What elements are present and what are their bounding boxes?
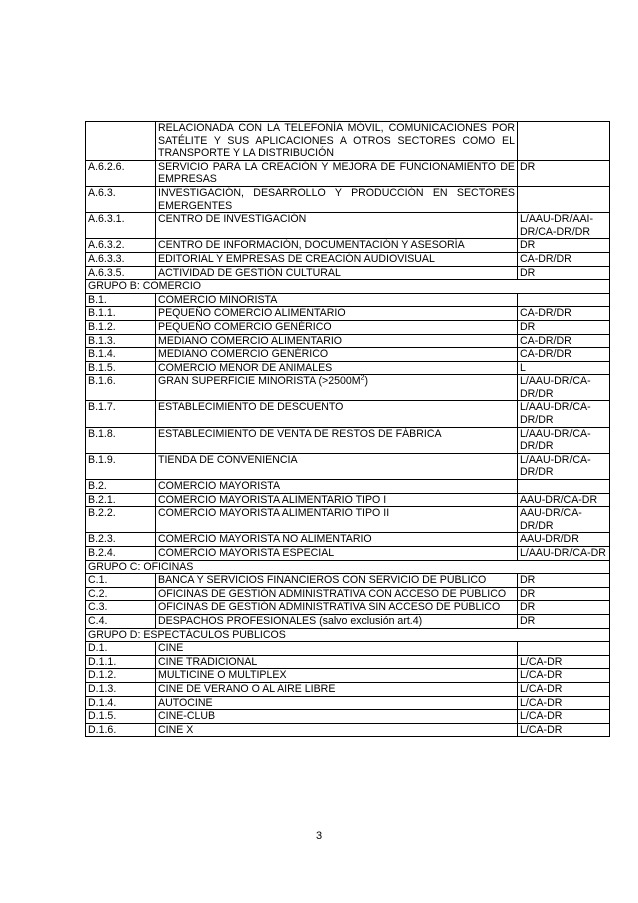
table-row xyxy=(86,320,610,334)
description-text: EDITORIAL Y EMPRESAS DE CREACIÓN AUDIOVISUAL xyxy=(158,252,435,265)
procedure-regime: L/AAU-DR/CA-DR/DR xyxy=(518,401,610,427)
activity-description xyxy=(156,493,518,507)
activity-code: B.1.5. xyxy=(86,361,156,375)
activity-description xyxy=(156,293,518,307)
procedure-regime xyxy=(518,642,610,656)
procedure-regime: DR xyxy=(518,239,610,253)
procedure-regime xyxy=(518,293,610,307)
description-text: OFICINAS DE GESTIÓN ADMINISTRATIVA CON ACCESO DE PÚBLICO xyxy=(158,587,507,600)
procedure-regime: CA-DR/DR xyxy=(518,307,610,321)
table-row xyxy=(86,493,610,507)
activity-code: D.1.3. xyxy=(86,682,156,696)
group-header-row xyxy=(86,628,610,642)
activity-description xyxy=(156,348,518,362)
procedure-regime: CA-DR/DR xyxy=(518,334,610,348)
group-header-row xyxy=(86,280,610,294)
table-row xyxy=(86,213,610,239)
description-text: OFICINAS DE GESTIÓN ADMINISTRATIVA SIN ACCESO DE PÚBLICO xyxy=(158,601,501,614)
group-label: GRUPO C: OFICINAS xyxy=(86,560,610,574)
table-row xyxy=(86,587,610,601)
activity-code: B.2.3. xyxy=(86,533,156,547)
group-header-row xyxy=(86,560,610,574)
procedure-regime: L/AAU-DR/CA-DR/DR xyxy=(518,427,610,453)
description-text: MEDIANO COMERCIO GENÉRICO xyxy=(158,348,329,361)
procedure-regime: DR xyxy=(518,266,610,280)
procedure-regime xyxy=(518,480,610,494)
procedure-regime: L/AAU-DR/AAI-DR/CA-DR/DR xyxy=(518,213,610,239)
activity-description xyxy=(156,252,518,266)
procedure-regime xyxy=(518,186,610,212)
description-text: COMERCIO MENOR DE ANIMALES xyxy=(158,361,333,374)
activity-code: D.1.6. xyxy=(86,723,156,737)
activity-code: B.1.6. xyxy=(86,375,156,401)
activity-description xyxy=(156,361,518,375)
activity-description xyxy=(156,320,518,334)
activity-description xyxy=(156,507,518,533)
activity-description xyxy=(156,375,518,401)
table-row xyxy=(86,293,610,307)
activity-description xyxy=(156,453,518,479)
table-row xyxy=(86,601,610,615)
activity-code: C.4. xyxy=(86,614,156,628)
description-text: ESTABLECIMIENTO DE DESCUENTO xyxy=(158,401,344,414)
group-label: GRUPO D: ESPECTÁCULOS PÚBLICOS xyxy=(86,628,610,642)
description-suffix: ) xyxy=(364,375,369,388)
description-text: INVESTIGACIÓN, DESARROLLO Y PRODUCCIÓN EN SECTORES EMERGENTES xyxy=(158,186,515,212)
table-row xyxy=(86,307,610,321)
activity-code: A.6.3.5. xyxy=(86,266,156,280)
description-text: PEQUEÑO COMERCIO GENÉRICO xyxy=(158,320,332,333)
activity-description xyxy=(156,547,518,561)
table-row xyxy=(86,655,610,669)
activity-description xyxy=(156,574,518,588)
procedure-regime: L/CA-DR xyxy=(518,696,610,710)
procedure-regime: DR xyxy=(518,614,610,628)
description-suffix: (salvo exclusión art.4) xyxy=(316,614,423,627)
activity-description xyxy=(156,160,518,186)
description-text: ESTABLECIMIENTO DE VENTA DE RESTOS DE FÁBRICA xyxy=(158,427,442,440)
activity-code: D.1.1. xyxy=(86,655,156,669)
description-text: BANCA Y SERVICIOS FINANCIEROS CON SERVICIO DE PÚBLICO xyxy=(158,574,487,587)
description-text: TIENDA DE CONVENIENCIA xyxy=(158,453,298,466)
description-text: COMERCIO MINORISTA xyxy=(158,293,278,306)
table-row xyxy=(86,239,610,253)
activity-description xyxy=(156,334,518,348)
activity-description xyxy=(156,682,518,696)
procedure-regime: L/AAU-DR/CA-DR xyxy=(518,547,610,561)
activity-code: B.1.4. xyxy=(86,348,156,362)
table-row xyxy=(86,723,610,737)
activity-code: D.1.5. xyxy=(86,710,156,724)
activity-code: C.2. xyxy=(86,587,156,601)
description-text: PEQUEÑO COMERCIO ALIMENTARIO xyxy=(158,307,346,320)
procedure-regime: AAU-DR/DR xyxy=(518,533,610,547)
activity-code: B.1.9. xyxy=(86,453,156,479)
activity-description xyxy=(156,266,518,280)
activity-code: A.6.3. xyxy=(86,186,156,212)
procedure-regime: L/AAU-DR/CA-DR/DR xyxy=(518,453,610,479)
description-text: COMERCIO MAYORISTA ESPECIAL xyxy=(158,547,335,559)
table-row xyxy=(86,348,610,362)
table-row xyxy=(86,533,610,547)
description-text: CINE-CLUB xyxy=(158,710,216,723)
procedure-regime: L/CA-DR xyxy=(518,682,610,696)
table-row xyxy=(86,453,610,479)
activity-code: B.1.7. xyxy=(86,401,156,427)
table-row xyxy=(86,266,610,280)
description-text: SERVICIO PARA LA CREACIÓN Y MEJORA DE FUNCIONAMIENTO DE EMPRESAS xyxy=(158,160,515,186)
table-row xyxy=(86,710,610,724)
procedure-regime: L xyxy=(518,361,610,375)
table-row xyxy=(86,427,610,453)
procedure-regime: L/CA-DR xyxy=(518,669,610,683)
activities-table-body xyxy=(86,122,610,737)
description-text: COMERCIO MAYORISTA NO ALIMENTARIO xyxy=(158,533,372,546)
description-text: AUTOCINE xyxy=(158,696,213,709)
activity-description xyxy=(156,480,518,494)
table-row xyxy=(86,669,610,683)
procedure-regime: DR xyxy=(518,160,610,186)
table-row xyxy=(86,507,610,533)
activity-code: B.2.1. xyxy=(86,493,156,507)
table-row xyxy=(86,696,610,710)
description-text: GRAN SUPERFICIE MINORISTA (>2500M xyxy=(158,375,361,388)
activity-description xyxy=(156,655,518,669)
activity-code: B.1.3. xyxy=(86,334,156,348)
activity-code: B.1.1. xyxy=(86,307,156,321)
procedure-regime: L/AAU-DR/CA-DR/DR xyxy=(518,375,610,401)
activity-code: B.1.8. xyxy=(86,427,156,453)
description-text: DESPACHOS PROFESIONALES xyxy=(158,614,317,627)
table-row xyxy=(86,334,610,348)
description-text: CENTRO DE INFORMACIÓN, DOCUMENTACIÓN Y ASESORÍA xyxy=(158,239,465,252)
description-text: CINE xyxy=(158,642,184,655)
description-text: CINE DE VERANO O AL AIRE LIBRE xyxy=(158,682,336,695)
table-row xyxy=(86,375,610,401)
activity-description xyxy=(156,710,518,724)
table-row xyxy=(86,682,610,696)
activity-code: C.1. xyxy=(86,574,156,588)
table-row xyxy=(86,401,610,427)
activity-code: B.1. xyxy=(86,293,156,307)
description-text: MEDIANO COMERCIO ALIMENTARIO xyxy=(158,334,343,347)
procedure-regime: DR xyxy=(518,320,610,334)
activity-code xyxy=(86,122,156,161)
procedure-regime: L/CA-DR xyxy=(518,655,610,669)
activity-description xyxy=(156,213,518,239)
table-row xyxy=(86,122,610,161)
activity-description xyxy=(156,642,518,656)
table-row xyxy=(86,547,610,561)
activity-code: A.6.3.1. xyxy=(86,213,156,239)
description-text: CENTRO DE INVESTIGACIÓN xyxy=(158,213,307,226)
procedure-regime: AAU-DR/CA-DR/DR xyxy=(518,507,610,533)
activity-code: B.2.4. xyxy=(86,547,156,561)
activity-code: B.2.2. xyxy=(86,507,156,533)
activity-code: C.3. xyxy=(86,601,156,615)
group-label: GRUPO B: COMERCIO xyxy=(86,280,610,294)
procedure-regime: CA-DR/DR xyxy=(518,252,610,266)
activity-description xyxy=(156,533,518,547)
activity-description xyxy=(156,307,518,321)
table-row xyxy=(86,361,610,375)
activity-code: D.1.4. xyxy=(86,696,156,710)
activity-description xyxy=(156,186,518,212)
description-text: ACTIVIDAD DE GESTIÓN CULTURAL xyxy=(158,266,341,279)
activities-table xyxy=(85,121,610,737)
activity-description xyxy=(156,401,518,427)
activity-description xyxy=(156,239,518,253)
activity-description xyxy=(156,669,518,683)
description-text: MULTICINE O MULTIPLEX xyxy=(158,669,287,682)
activity-description xyxy=(156,587,518,601)
description-text: CINE TRADICIONAL xyxy=(158,655,258,668)
activity-description xyxy=(156,614,518,628)
activity-description xyxy=(156,122,518,161)
activity-code: B.2. xyxy=(86,480,156,494)
procedure-regime: AAU-DR/CA-DR xyxy=(518,493,610,507)
activity-description xyxy=(156,723,518,737)
procedure-regime: L/CA-DR xyxy=(518,710,610,724)
table-row xyxy=(86,160,610,186)
table-row xyxy=(86,642,610,656)
activity-code: A.6.3.2. xyxy=(86,239,156,253)
table-row xyxy=(86,480,610,494)
procedure-regime: DR xyxy=(518,587,610,601)
activity-code: D.1. xyxy=(86,642,156,656)
procedure-regime: CA-DR/DR xyxy=(518,348,610,362)
activity-description xyxy=(156,427,518,453)
activity-code: A.6.2.6. xyxy=(86,160,156,186)
superscript: 2 xyxy=(360,374,365,382)
description-text: CINE X xyxy=(158,723,194,736)
procedure-regime: DR xyxy=(518,574,610,588)
page-number: 3 xyxy=(315,830,323,842)
description-text: COMERCIO MAYORISTA xyxy=(158,480,281,493)
table-row xyxy=(86,252,610,266)
procedure-regime: L/CA-DR xyxy=(518,723,610,737)
activity-description xyxy=(156,601,518,615)
activity-description xyxy=(156,696,518,710)
procedure-regime: DR xyxy=(518,601,610,615)
table-row xyxy=(86,574,610,588)
activity-code: A.6.3.3. xyxy=(86,252,156,266)
activity-code: D.1.2. xyxy=(86,669,156,683)
description-text: COMERCIO MAYORISTA ALIMENTARIO TIPO I xyxy=(158,493,387,506)
description-text: RELACIONADA CON LA TELEFONÍA MÓVIL, COMUNICACIONES POR SATÉLITE Y SUS APLICACIONES A OTROS SECTORES COMO EL TRANSPORTE Y LA DISTRIBUCIÓN xyxy=(158,122,515,160)
description-text: COMERCIO MAYORISTA ALIMENTARIO TIPO II xyxy=(158,507,390,520)
table-row xyxy=(86,186,610,212)
activity-code: B.1.2. xyxy=(86,320,156,334)
procedure-regime xyxy=(518,122,610,161)
table-row xyxy=(86,614,610,628)
